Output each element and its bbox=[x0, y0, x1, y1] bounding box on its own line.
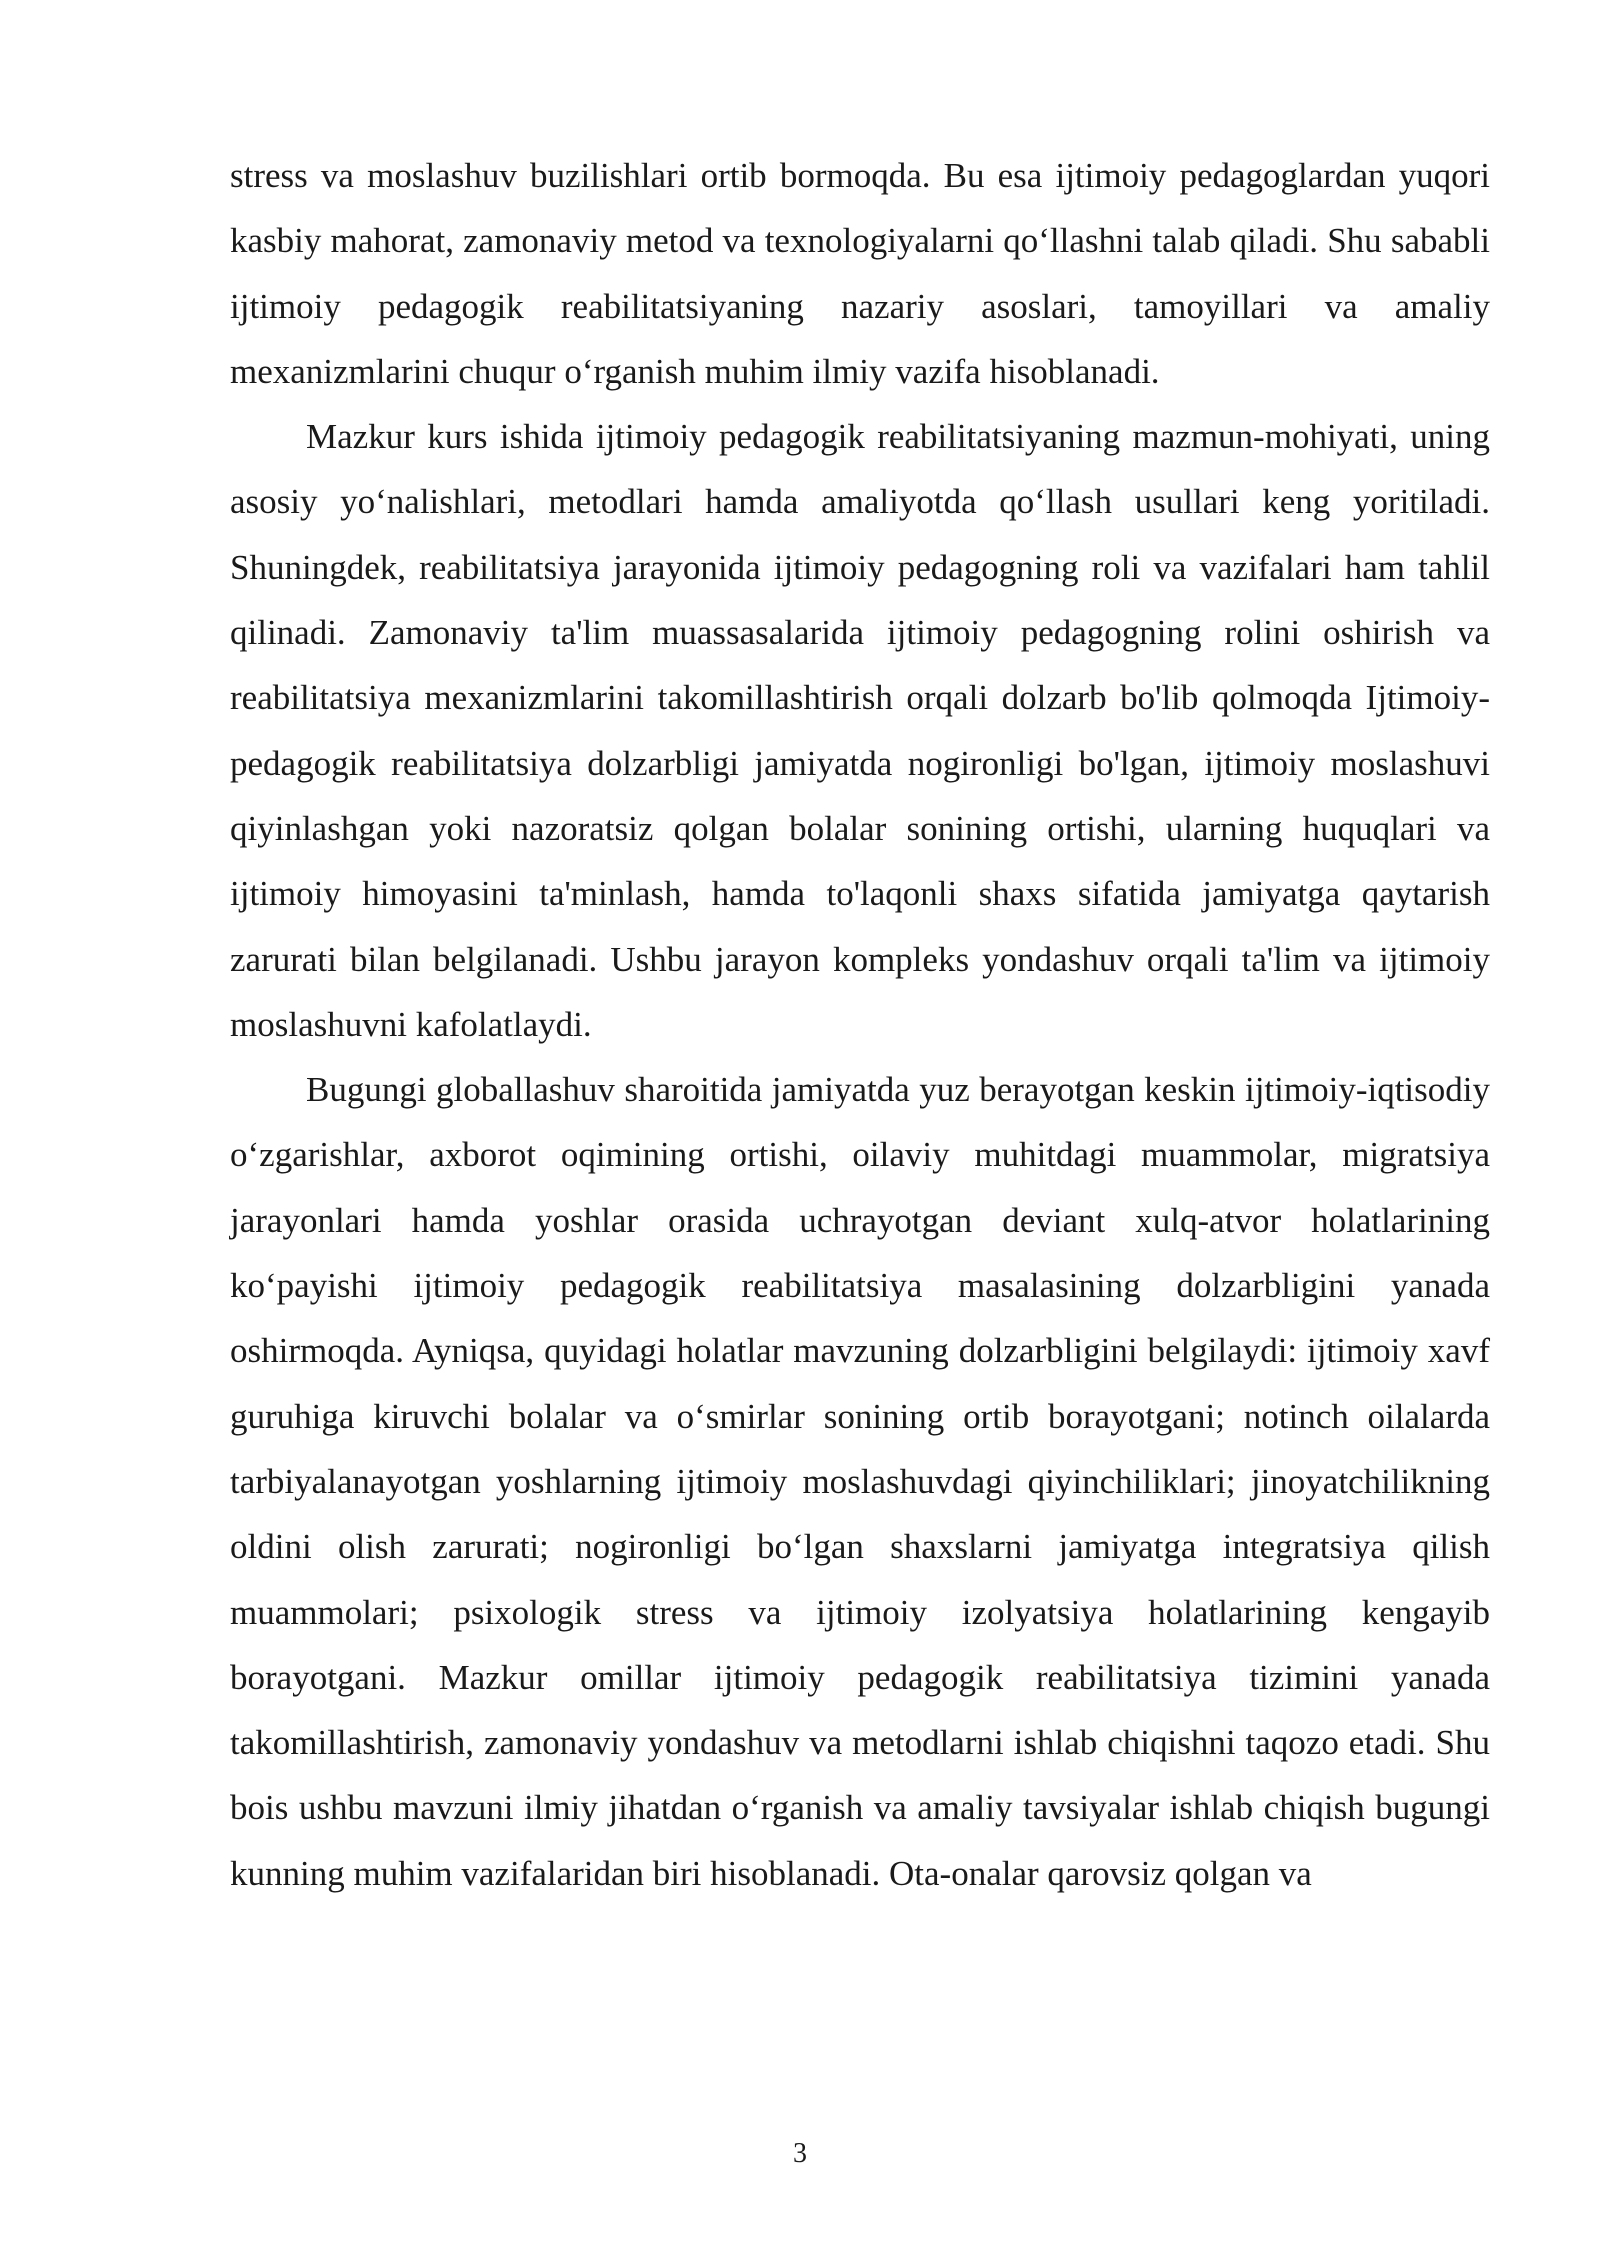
body-text bbox=[230, 143, 1490, 1906]
page-number: 3 bbox=[793, 2138, 807, 2169]
paragraph-continuation: stress va moslashuv buzilishlari ortib bormoqda. Bu esa ijtimoiy pedagoglardan yuqori kasbiy mahorat, zamonaviy metod va texnologiyalarni qo‘llashni talab qiladi. Shu sababli ijtimoiy pedagogik reabilitatsiyaning nazariy asoslari, tamoyillari va amaliy mexanizmlarini chuqur o‘rganish muhim ilmiy vazifa hisoblanadi. bbox=[230, 156, 1490, 391]
paragraph-course-work-scope: Mazkur kurs ishida ijtimoiy pedagogik reabilitatsiyaning mazmun-mohiyati, uning asosiy yo‘nalishlari, metodlari hamda amaliyotda qo‘llash usullari keng yoritiladi. Shuningdek, reabilitatsiya jarayonida ijtimoiy pedagogning roli va vazifalari ham tahlil qilinadi. Zamonaviy ta'lim muassasalarida ijtimoiy pedagogning rolini oshirish va reabilitatsiya mexanizmlarini takomillashtirish orqali dolzarb bo'lib qolmoqda Ijtimoiy-pedagogik reabilitatsiya dolzarbligi jamiyatda nogironligi bo'lgan, ijtimoiy moslashuvi qiyinlashgan yoki nazoratsiz qolgan bolalar sonining ortishi, ularning huquqlari va ijtimoiy himoyasini ta'minlash, hamda to'laqonli shaxs sifatida jamiyatga qaytarish zarurati bilan belgilanadi. Ushbu jarayon kompleks yondashuv orqali ta'lim va ijtimoiy moslashuvni kafolatlaydi. bbox=[230, 417, 1490, 1044]
paragraph-relevance: Bugungi globallashuv sharoitida jamiyatda yuz berayotgan keskin ijtimoiy-iqtisodiy o‘zgarishlar, axborot oqimining ortishi, oilaviy muhitdagi muammolar, migratsiya jarayonlari hamda yoshlar orasida uchrayotgan deviant xulq-atvor holatlarining ko‘payishi ijtimoiy pedagogik reabilitatsiya masalasining dolzarbligini yanada oshirmoqda. Ayniqsa, quyidagi holatlar mavzuning dolzarbligini belgilaydi: ijtimoiy xavf guruhiga kiruvchi bolalar va o‘smirlar sonining ortib borayotgani; notinch oilalarda tarbiyalanayotgan yoshlarning ijtimoiy moslashuvdagi qiyinchiliklari; jinoyatchilikning oldini olish zarurati; nogironligi bo‘lgan shaxslarni jamiyatga integratsiya qilish muammolari; psixologik stress va ijtimoiy izolyatsiya holatlarining kengayib borayotgani. Mazkur omillar ijtimoiy pedagogik reabilitatsiya tizimini yanada takomillashtirish, zamonaviy yondashuv va metodlarni ishlab chiqishni taqozo etadi. Shu bois ushbu mavzuni ilmiy jihatdan o‘rganish va amaliy tavsiyalar ishlab chiqish bugungi kunning muhim vazifalaridan biri hisoblanadi. Ota-onalar qarovsiz qolgan va bbox=[230, 1070, 1490, 1893]
